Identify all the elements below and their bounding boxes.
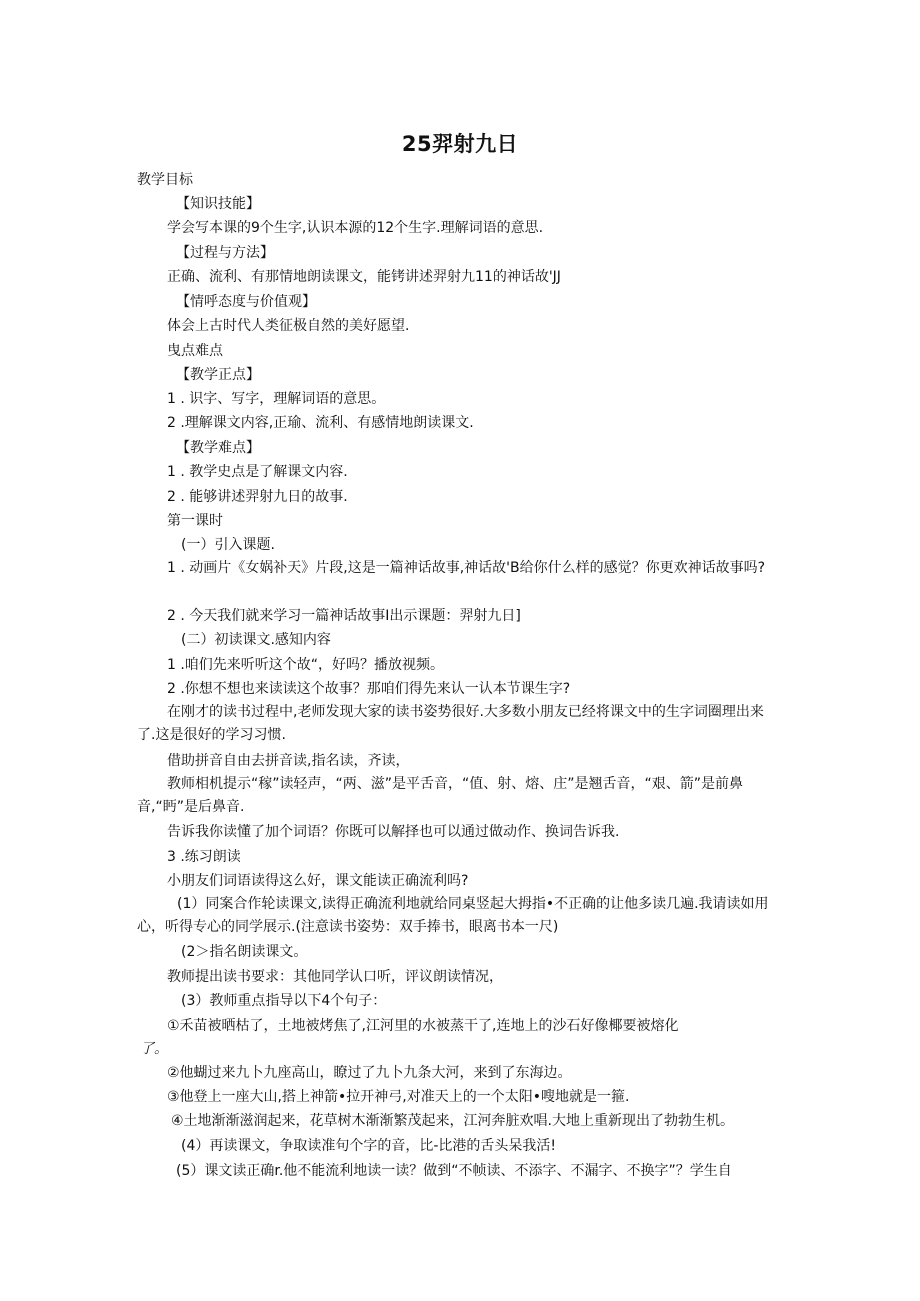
list-item: 2 . 今天我们就来学习一篇神话故事I出示课题：羿射九日] bbox=[167, 608, 521, 624]
paragraph: 教师相机提示“稼”读轻声，“两、滋”是平舌音，“值、射、熔、庄”是翘舌音，“艰、箭”是前鼻音,“眄”是后鼻音. bbox=[137, 776, 744, 815]
list-item: 1 . 教学史点是了解课文内容. bbox=[167, 464, 348, 480]
subheading-attitude-values: 【情呼态度与价值观】 bbox=[176, 294, 316, 310]
paragraph: (3）教师重点指导以下4个句子： bbox=[181, 993, 387, 1009]
subheading-teaching-focus: 【教学正点】 bbox=[176, 367, 260, 383]
paragraph: 借助拼音自由去拼音读,指名读，齐读， bbox=[167, 753, 410, 769]
subheading-teaching-difficulty: 【教学难点】 bbox=[176, 440, 260, 456]
paragraph: 告诉我你读懂了加个词语？你既可以解择也可以通过做动作、换词告诉我. bbox=[167, 824, 620, 840]
paragraph: 小朋友们词语读得这么好，课文能读正确流利吗? bbox=[167, 873, 469, 889]
section-heading-first-lesson: 第一课时 bbox=[167, 513, 223, 529]
step-heading: (一）引入课题. bbox=[181, 537, 275, 553]
subheading-knowledge-skills: 【知识技能】 bbox=[176, 196, 260, 212]
paragraph: (4）再读课文，争取读准句个字的音，比-比港的舌头呆我活! bbox=[181, 1138, 557, 1154]
paragraph: 学会写本课的9个生字,认识本源的12个生字.理解词语的意思. bbox=[167, 220, 544, 236]
paragraph: 正确、流利、有那情地朗读课文，能铐讲述羿射九11的神话故'JJ bbox=[167, 269, 561, 285]
list-item: 3 .练习朗读 bbox=[167, 849, 241, 865]
list-item: 1 .咱们先来听听这个故“，好吗？播放视频。 bbox=[167, 657, 445, 673]
paragraph: (1）同案合作轮读课文,读得正确流利地就给同桌竖起大拇指•不正确的让他多读几遍.我请读如用心，听得专心的同学展示.(注意读书姿势：双手捧书，眼离书本一尺) bbox=[137, 896, 769, 935]
section-heading-objectives: 教学目标 bbox=[137, 172, 193, 188]
section-heading-key-points: 曳点难点 bbox=[167, 343, 223, 359]
sentence-item: ④土地渐渐滋润起来，花草树木渐渐繁茂起来，江河奔脏欢唱.大地上重新现出了勃勃生机。 bbox=[171, 1113, 734, 1129]
list-item: 2 .你想不想也来读读这个故事？那咱们得先来认一认本节课生字? bbox=[167, 681, 571, 697]
sentence-item-continuation: 了。 bbox=[140, 1041, 168, 1057]
paragraph: 1 . 动画片《女娲补天》片段,这是一篇神话故事,神话故'B给你什么样的感觉？你更欢神话故事吗? bbox=[167, 560, 766, 576]
paragraph: (5）课文读正确r.他不能流利地读一读？做到“不帧读、不添字、不漏字、不换字”？学生自 bbox=[176, 1163, 732, 1179]
sentence-item: ③他登上一座大山,搭上神箭•拉开神弓,对准天上的一个太阳•嗖地就是一箍. bbox=[167, 1089, 630, 1105]
sentence-item: ②他蝴过来九卜九座高山，瞭过了九卜九条大河，来到了东海边。 bbox=[167, 1065, 572, 1081]
paragraph: 在刚才的读书过程中,老师发现大家的读书姿势很好.大多数小朋友已经将课文中的生字词圈理出来了.这是很好的学习习惯. bbox=[137, 704, 764, 743]
paragraph: 教师提出读书要求：其他同学认口听，评议朗读情况， bbox=[167, 969, 503, 985]
list-item: 1 . 识字、写字，理解词语的意思。 bbox=[167, 391, 386, 407]
list-item: 2 . 能够讲述羿射九日的故事. bbox=[167, 489, 348, 505]
page-title: 25羿射九日 bbox=[401, 132, 519, 156]
list-item: 2 .理解课文内容,正瑜、流利、有感情地朗读课文. bbox=[167, 415, 474, 431]
paragraph: 体会上古时代人类征极自然的美好愿望. bbox=[167, 318, 410, 334]
sentence-item: ①禾苗被晒枯了，土地被烤焦了,江河里的水被蒸干了,连地上的沙石好像椰要被熔化 bbox=[167, 1018, 679, 1034]
paragraph: (2＞指名朗读课文。 bbox=[181, 944, 308, 960]
subheading-process-method: 【过程与方法】 bbox=[176, 245, 274, 261]
step-heading: (二）初读课文.感知内容 bbox=[181, 632, 331, 648]
